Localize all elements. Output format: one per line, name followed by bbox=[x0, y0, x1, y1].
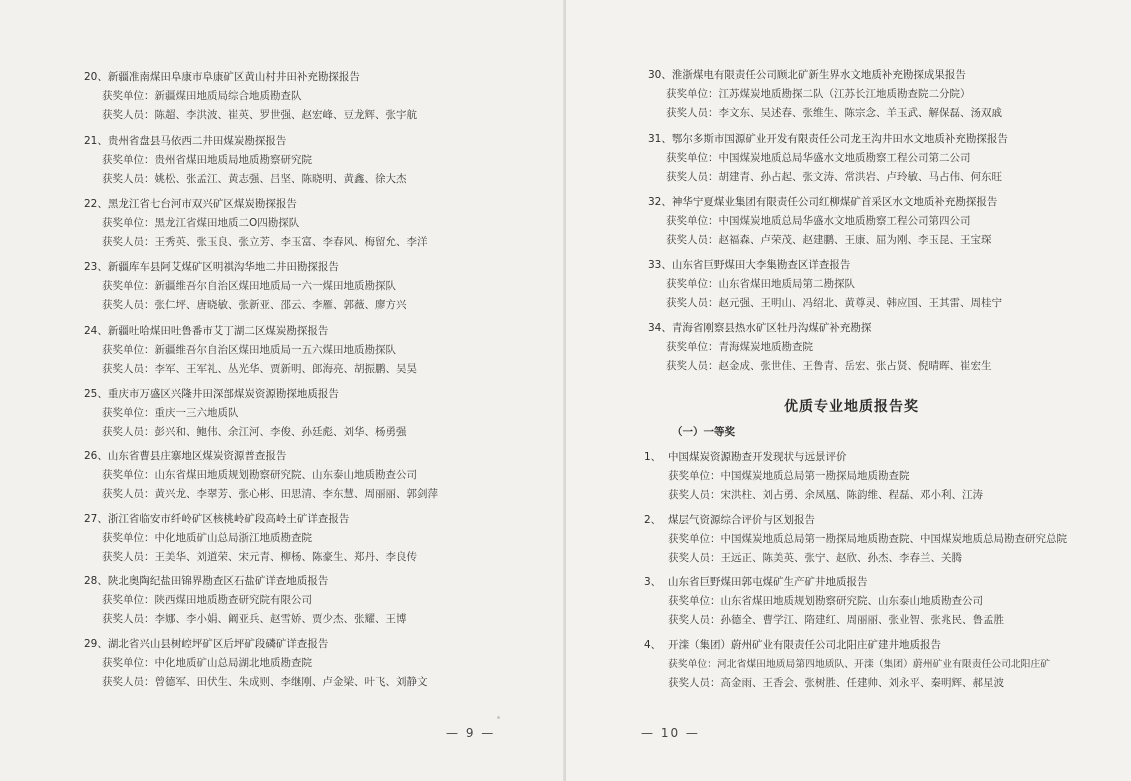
entry-number: 2、 bbox=[644, 514, 662, 526]
entry-title: 28、陕北奥陶纪盐田锦界勘查区石盐矿详查地质报告 bbox=[84, 575, 329, 587]
entry-title: 27、浙江省临安市纤岭矿区核桃岭矿段高岭土矿详查报告 bbox=[84, 513, 350, 525]
entry-people: 获奖人员：李娜、李小娟、阚亚兵、赵雪娇、贾少杰、张耀、王博 bbox=[102, 613, 407, 625]
entry-title: 20、新疆准南煤田阜康市阜康矿区黄山村井田补充勘探报告 bbox=[84, 71, 360, 83]
entry-unit: 获奖单位：山东省煤田地质规划勘察研究院、山东泰山地质勘查公司 bbox=[102, 469, 417, 481]
entry-unit: 获奖单位：黑龙江省煤田地质二O四勘探队 bbox=[102, 217, 300, 229]
entry-24 bbox=[84, 322, 417, 379]
entry-unit: 获奖单位：中化地质矿山总局湖北地质勘查院 bbox=[102, 657, 312, 669]
entry-number: 3、 bbox=[644, 576, 662, 588]
entry-people: 获奖人员：孙德全、曹学江、隋建红、周丽丽、张业智、张兆民、鲁孟胜 bbox=[668, 614, 1004, 626]
sub-heading: （一）一等奖 bbox=[672, 426, 735, 438]
entry-title: 33、山东省巨野煤田大李集勘查区详查报告 bbox=[648, 259, 851, 271]
entry-title: 22、黑龙江省七台河市双兴矿区煤炭勘探报告 bbox=[84, 198, 297, 210]
entry-unit: 获奖单位：青海煤炭地质勘查院 bbox=[666, 341, 813, 353]
entry-27 bbox=[84, 510, 417, 567]
entry-people: 获奖人员：高金雨、王香会、张树胜、任建帅、刘永平、秦明辉、郝星波 bbox=[668, 677, 1004, 689]
entry-people: 获奖人员：赵福森、卢荣茂、赵建鹏、王康、屈为刚、李玉昆、王宝琛 bbox=[666, 234, 992, 246]
entry-people: 获奖人员：李文东、吴述春、张维生、陈宗念、羊玉武、解保磊、汤双戚 bbox=[666, 107, 1002, 119]
entry-people: 获奖人员：赵元强、王明山、冯绍北、黄尊灵、韩应国、王其雷、周桂宁 bbox=[666, 297, 1002, 309]
entry-title-text: 开滦（集团）蔚州矿业有限责任公司北阳庄矿建井地质报告 bbox=[668, 639, 941, 651]
entry-title: 32、神华宁夏煤业集团有限责任公司红柳煤矿首采区水文地质补充勘探报告 bbox=[648, 196, 998, 208]
entry-title bbox=[644, 448, 983, 467]
entry-title: 21、贵州省盘县马依西二井田煤炭勘探报告 bbox=[84, 135, 287, 147]
entry-people: 获奖人员：黄兴龙、李翠芳、张心彬、田思清、李东慧、周丽丽、郭剑萍 bbox=[102, 488, 438, 500]
entry-title bbox=[644, 511, 1067, 530]
entry-title-text: 中国煤炭资源勘查开发现状与远景评价 bbox=[668, 451, 847, 463]
entry-unit: 获奖单位：江苏煤炭地质勘探二队（江苏长江地质勘查院二分院） bbox=[666, 88, 971, 100]
entry-people: 获奖人员：李军、王军礼、丛光华、贾新明、郎海亮、胡振鹏、吴昊 bbox=[102, 363, 417, 375]
entry-title bbox=[644, 636, 1050, 655]
section-heading: 优质专业地质报告奖 bbox=[784, 399, 919, 415]
entry-unit: 获奖单位：新疆维吾尔自治区煤田地质局一六一煤田地质勘探队 bbox=[102, 280, 396, 292]
paper-speck bbox=[497, 716, 500, 719]
entry-unit: 获奖单位：中国煤炭地质总局第一勘探局地质勘查院、中国煤炭地质总局勘查研究总院 bbox=[668, 533, 1067, 545]
entry-people: 获奖人员：曾德军、田伏生、朱成则、李继刚、卢金梁、叶飞、刘静文 bbox=[102, 676, 428, 688]
entry-33 bbox=[648, 256, 1002, 313]
page-right bbox=[566, 0, 1131, 781]
entry-unit: 获奖单位：中国煤炭地质总局华盛水文地质勘察工程公司第四公司 bbox=[666, 215, 971, 227]
page-number-left: — 9 — bbox=[446, 726, 496, 740]
entry-32 bbox=[648, 193, 997, 250]
entry-people: 获奖人员：王远正、陈美英、张宁、赵欣、孙杰、李春兰、关腾 bbox=[668, 552, 962, 564]
entry-23 bbox=[84, 258, 407, 315]
entry-26 bbox=[84, 447, 438, 504]
entry-unit: 获奖单位：山东省煤田地质规划勘察研究院、山东泰山地质勘查公司 bbox=[668, 595, 983, 607]
page-number-right: — 10 — bbox=[641, 726, 700, 740]
award-entry-1 bbox=[644, 448, 983, 505]
entry-unit: 获奖单位：新疆煤田地质局综合地质勘查队 bbox=[102, 90, 302, 102]
entry-number: 1、 bbox=[644, 451, 662, 463]
entry-number: 4、 bbox=[644, 639, 662, 651]
entry-28 bbox=[84, 572, 407, 629]
entry-title: 25、重庆市万盛区兴隆井田深部煤炭资源勘探地质报告 bbox=[84, 388, 339, 400]
entry-unit: 获奖单位：河北省煤田地质局第四地质队、开滦（集团）蔚州矿业有限责任公司北阳庄矿 bbox=[668, 659, 1051, 670]
entry-title: 34、青海省刚察县热水矿区牡丹沟煤矿补充勘探 bbox=[648, 322, 872, 334]
entry-unit: 获奖单位：山东省煤田地质局第二勘探队 bbox=[666, 278, 855, 290]
entry-25 bbox=[84, 385, 407, 442]
entry-unit: 获奖单位：新疆维吾尔自治区煤田地质局一五六煤田地质勘探队 bbox=[102, 344, 396, 356]
entry-people: 获奖人员：彭兴和、鲍伟、余江河、李俊、孙廷彪、刘华、杨勇强 bbox=[102, 426, 407, 438]
entry-title: 26、山东省曹县庄寨地区煤炭资源普查报告 bbox=[84, 450, 287, 462]
entry-30 bbox=[648, 66, 1002, 123]
entry-unit: 获奖单位：中国煤炭地质总局第一勘探局地质勘查院 bbox=[668, 470, 910, 482]
entry-people: 获奖人员：姚松、张孟江、黄志强、吕坚、陈晓明、黄鑫、徐大杰 bbox=[102, 173, 407, 185]
entry-title: 30、淮浙煤电有限责任公司顾北矿新生界水文地质补充勘探成果报告 bbox=[648, 69, 966, 81]
award-entry-3 bbox=[644, 573, 1004, 630]
entry-people: 获奖人员：王秀英、张玉良、张立芳、李玉富、李春风、梅留允、李洋 bbox=[102, 236, 428, 248]
entry-people: 获奖人员：王美华、刘道荣、宋元青、柳杨、陈豪生、郑丹、李良传 bbox=[102, 551, 417, 563]
entry-unit: 获奖单位：重庆一三六地质队 bbox=[102, 407, 239, 419]
entry-title bbox=[644, 573, 1004, 592]
entry-title: 24、新疆吐哈煤田吐鲁番市艾丁湖二区煤炭勘探报告 bbox=[84, 325, 329, 337]
entry-title-text: 山东省巨野煤田郭屯煤矿生产矿井地质报告 bbox=[668, 576, 868, 588]
entry-unit: 获奖单位：中化地质矿山总局浙江地质勘查院 bbox=[102, 532, 312, 544]
entry-people: 获奖人员：赵金成、张世佳、王鲁青、岳宏、张占贤、倪晴晖、崔宏生 bbox=[666, 360, 992, 372]
entry-people: 获奖人员：宋洪柱、刘占勇、余凤凰、陈韵维、程磊、邓小利、江涛 bbox=[668, 489, 983, 501]
entry-29 bbox=[84, 635, 428, 692]
entry-31 bbox=[648, 130, 1008, 187]
entry-people: 获奖人员：张仁坪、唐晓敏、张新亚、邵云、李雁、郭薇、廖方兴 bbox=[102, 299, 407, 311]
entry-title: 23、新疆库车县阿艾煤矿区明祺沟华地二井田勘探报告 bbox=[84, 261, 339, 273]
entry-34 bbox=[648, 319, 992, 376]
entry-title-text: 煤层气资源综合评价与区划报告 bbox=[668, 514, 815, 526]
entry-title: 29、湖北省兴山县树崆坪矿区后坪矿段磷矿详查报告 bbox=[84, 638, 329, 650]
entry-title: 31、鄂尔多斯市国源矿业开发有限责任公司龙王沟井田水文地质补充勘探报告 bbox=[648, 133, 1008, 145]
entry-people: 获奖人员：陈超、李洪波、崔英、罗世强、赵宏峰、豆龙辉、张宇航 bbox=[102, 109, 417, 121]
entry-people: 获奖人员：胡建青、孙占起、张文涛、常洪岩、卢玲敏、马占伟、何东旺 bbox=[666, 171, 1002, 183]
entry-21 bbox=[84, 132, 407, 189]
entry-22 bbox=[84, 195, 428, 252]
entry-unit: 获奖单位：中国煤炭地质总局华盛水文地质勘察工程公司第二公司 bbox=[666, 152, 971, 164]
entry-unit: 获奖单位：贵州省煤田地质局地质勘察研究院 bbox=[102, 154, 312, 166]
award-entry-4 bbox=[644, 636, 1050, 693]
award-entry-2 bbox=[644, 511, 1067, 568]
entry-20 bbox=[84, 68, 417, 125]
entry-unit: 获奖单位：陕西煤田地质勘查研究院有限公司 bbox=[102, 594, 312, 606]
page-left bbox=[0, 0, 565, 781]
